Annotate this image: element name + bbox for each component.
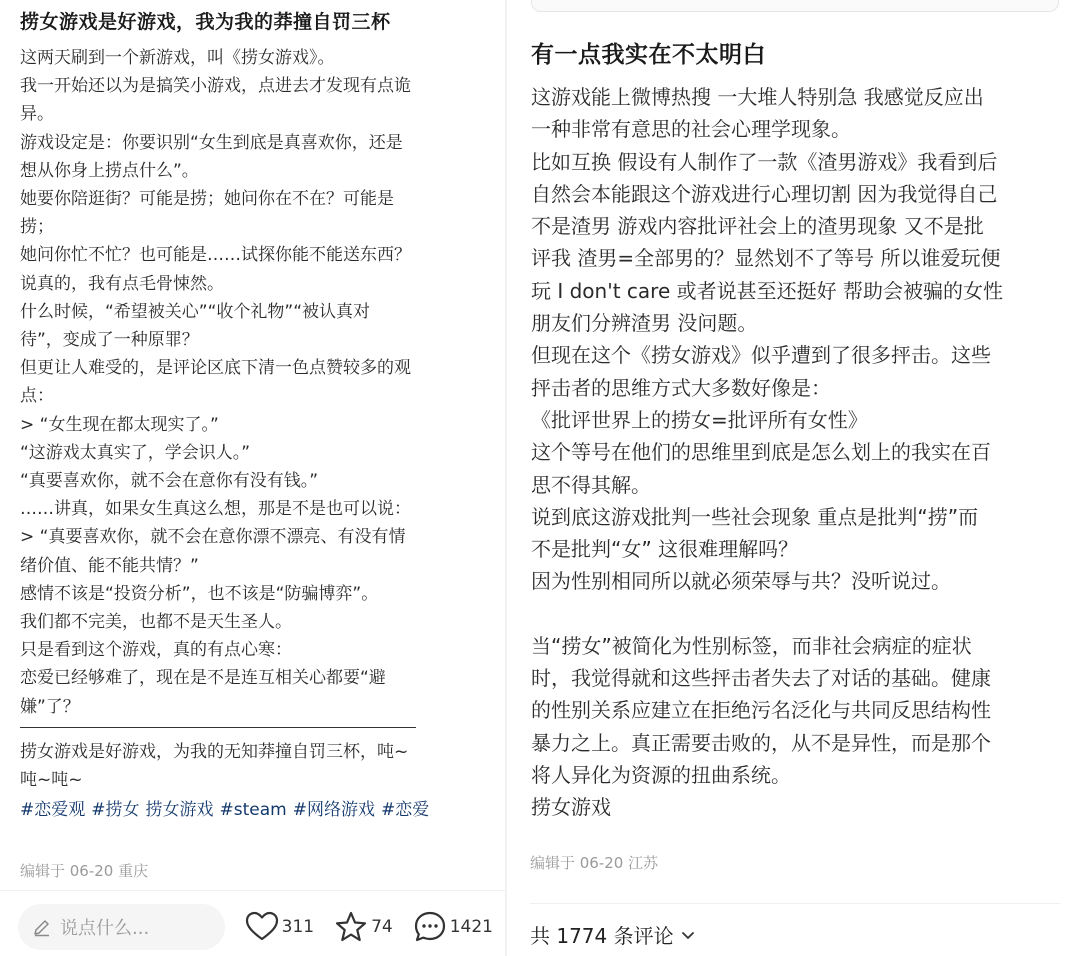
like-button[interactable] (245, 910, 314, 944)
body-line: 但更让人难受的，是评论区底下清一色点赞较多的观 (20, 358, 411, 379)
comments-divider (530, 903, 1060, 904)
comments-toggle[interactable] (530, 920, 696, 949)
body-line: 将人异化为资源的扭曲系统。 (531, 762, 791, 787)
hashtag-link[interactable]: 捞女游戏 (145, 800, 214, 821)
hashtag-link[interactable]: #网络游戏 (292, 800, 375, 821)
hashtag-row (20, 796, 483, 824)
comment-input[interactable] (18, 904, 225, 950)
chevron-down-icon (680, 927, 696, 943)
body-line: 不是批判“女” 这很难理解吗？ (531, 537, 799, 562)
body-line: 时，我觉得就和这些抨击者失去了对话的基础。健康 (531, 666, 991, 691)
hashtag-link[interactable]: #恋爱观 (20, 800, 86, 821)
top-input-box (531, 0, 1059, 12)
body-line: 《批评世界上的捞女=批评所有女性》 (531, 407, 868, 432)
body-line: 当“捞女”被简化为性别标签，而非社会病症的症状 (531, 633, 972, 658)
chat-bubble-icon (413, 910, 447, 944)
body-line: 恋爱已经够难了，现在是不是连互相关心都要“避 (20, 668, 386, 689)
left-post-panel (0, 0, 505, 956)
favorite-button[interactable] (334, 910, 393, 944)
star-count: 74 (371, 917, 393, 937)
edited-info: 编辑于 06-20 重庆 (20, 862, 149, 880)
post-title: 捞女游戏是好游戏，我为我的莽撞自罚三杯 (20, 11, 391, 33)
body-line: 暴力之上。真正需要击败的，从不是异性，而是那个 (531, 730, 991, 755)
interaction-bar (18, 903, 493, 951)
body-line: 绪价值、能不能共情？” (20, 555, 199, 576)
paragraph-gap (531, 598, 1061, 630)
body-line: 想从你身上捞点什么”。 (20, 160, 199, 181)
body-line: 抨击者的思维方式大多数好像是： (531, 375, 831, 400)
body-line: 感情不该是“投资分析”，也不该是“防骗博弈”。 (20, 583, 379, 604)
body-line: 自然会本能跟这个游戏进行心理切割 因为我觉得自己 (531, 181, 998, 206)
body-line: > “女生现在都太现实了。” (20, 414, 219, 435)
body-line: 思不得其解。 (531, 472, 651, 497)
body-line: ……讲真，如果女生真这么想，那是不是也可以说： (20, 499, 411, 520)
hashtag-link[interactable]: #捞女 (91, 800, 140, 821)
body-line: 这游戏能上微博热搜 一大堆人特别急 我感觉反应出 (531, 85, 984, 109)
heart-icon (245, 910, 279, 944)
body-line: 吨~吨~ (20, 770, 83, 791)
body-line: 这个等号在他们的思维里到底是怎么划上的我实在百 (531, 440, 991, 465)
body-line: 这两天刷到一个新游戏，叫《捞女游戏》。 (20, 48, 335, 68)
body-line: 捞女游戏 (531, 795, 611, 820)
star-icon (334, 910, 368, 944)
body-line: 什么时候，“希望被关心”“收个礼物”“被认真对 (20, 301, 371, 322)
comment-count: 1421 (449, 917, 493, 937)
body-line: 嫌”了？ (20, 696, 80, 717)
body-line: 她问你忙不忙？也可能是……试探你能不能送东西？ (20, 245, 411, 266)
body-line: > “真要喜欢你，就不会在意你漂不漂亮、有没有情 (20, 527, 406, 548)
bottom-divider (0, 890, 505, 891)
body-line: 一种非常有意思的社会心理学现象。 (531, 117, 851, 142)
post-title: 有一点我实在不太明白 (531, 42, 766, 68)
pencil-icon (32, 917, 52, 937)
body-line: 说真的，我有点毛骨悚然。 (20, 273, 224, 294)
post-closing (20, 738, 483, 794)
body-line: 只是看到这个游戏，真的有点心寒： (20, 640, 292, 661)
hashtag-link[interactable]: #恋爱 (380, 800, 430, 821)
comment-placeholder: 说点什么... (60, 918, 150, 939)
body-line: 玩 I don't care 或者说甚至还挺好 帮助会被骗的女性 (531, 278, 1003, 303)
body-line: 朋友们分辨渣男 没问题。 (531, 311, 758, 336)
body-line: 但现在这个《捞女游戏》似乎遭到了很多抨击。这些 (531, 343, 991, 368)
body-line: 点： (20, 386, 54, 407)
comment-button[interactable] (413, 910, 493, 944)
post-body (531, 81, 1061, 824)
body-line: 捞女游戏是好游戏，为我的无知莽撞自罚三杯，吨~ (20, 741, 409, 762)
body-line: 评我 渣男=全部男的？显然划不了等号 所以谁爱玩便 (531, 246, 1001, 271)
separator-rule (20, 727, 416, 728)
body-line: 她要你陪逛街？可能是捞；她问你在不在？可能是 (20, 189, 394, 210)
body-line: 不是渣男 游戏内容批评社会上的渣男现象 又不是批 (531, 214, 984, 239)
body-line: 游戏设定是：你要识别“女生到底是真喜欢你，还是 (20, 132, 403, 153)
body-line: 异。 (20, 104, 54, 125)
hashtag-link[interactable]: #steam (219, 800, 287, 821)
body-line: 说到底这游戏批判一些社会现象 重点是批判“捞”而 (531, 504, 979, 529)
right-post-panel (507, 0, 1080, 956)
body-line: 因为性别相同所以就必须荣辱与共？没听说过。 (531, 569, 951, 594)
comments-total: 共 1774 条评论 (530, 924, 674, 948)
body-line: 我一开始还以为是搞笑小游戏，点进去才发现有点诡 (20, 76, 411, 97)
body-line: “这游戏太真实了，学会识人。” (20, 442, 251, 463)
body-line: 比如互换 假设有人制作了一款《渣男游戏》我看到后 (531, 149, 998, 174)
body-line: 我们都不完美，也都不是天生圣人。 (20, 612, 292, 633)
body-line: 的性别关系应建立在拒绝污名泛化与共同反思结构性 (531, 698, 991, 723)
post-body (20, 44, 483, 721)
body-line: 捞； (20, 217, 54, 238)
like-count: 311 (281, 917, 315, 937)
body-line: “真要喜欢你，就不会在意你有没有钱。” (20, 471, 319, 492)
edited-info: 编辑于 06-20 江苏 (530, 854, 659, 872)
body-line: 待”，变成了一种原罪？ (20, 330, 199, 351)
